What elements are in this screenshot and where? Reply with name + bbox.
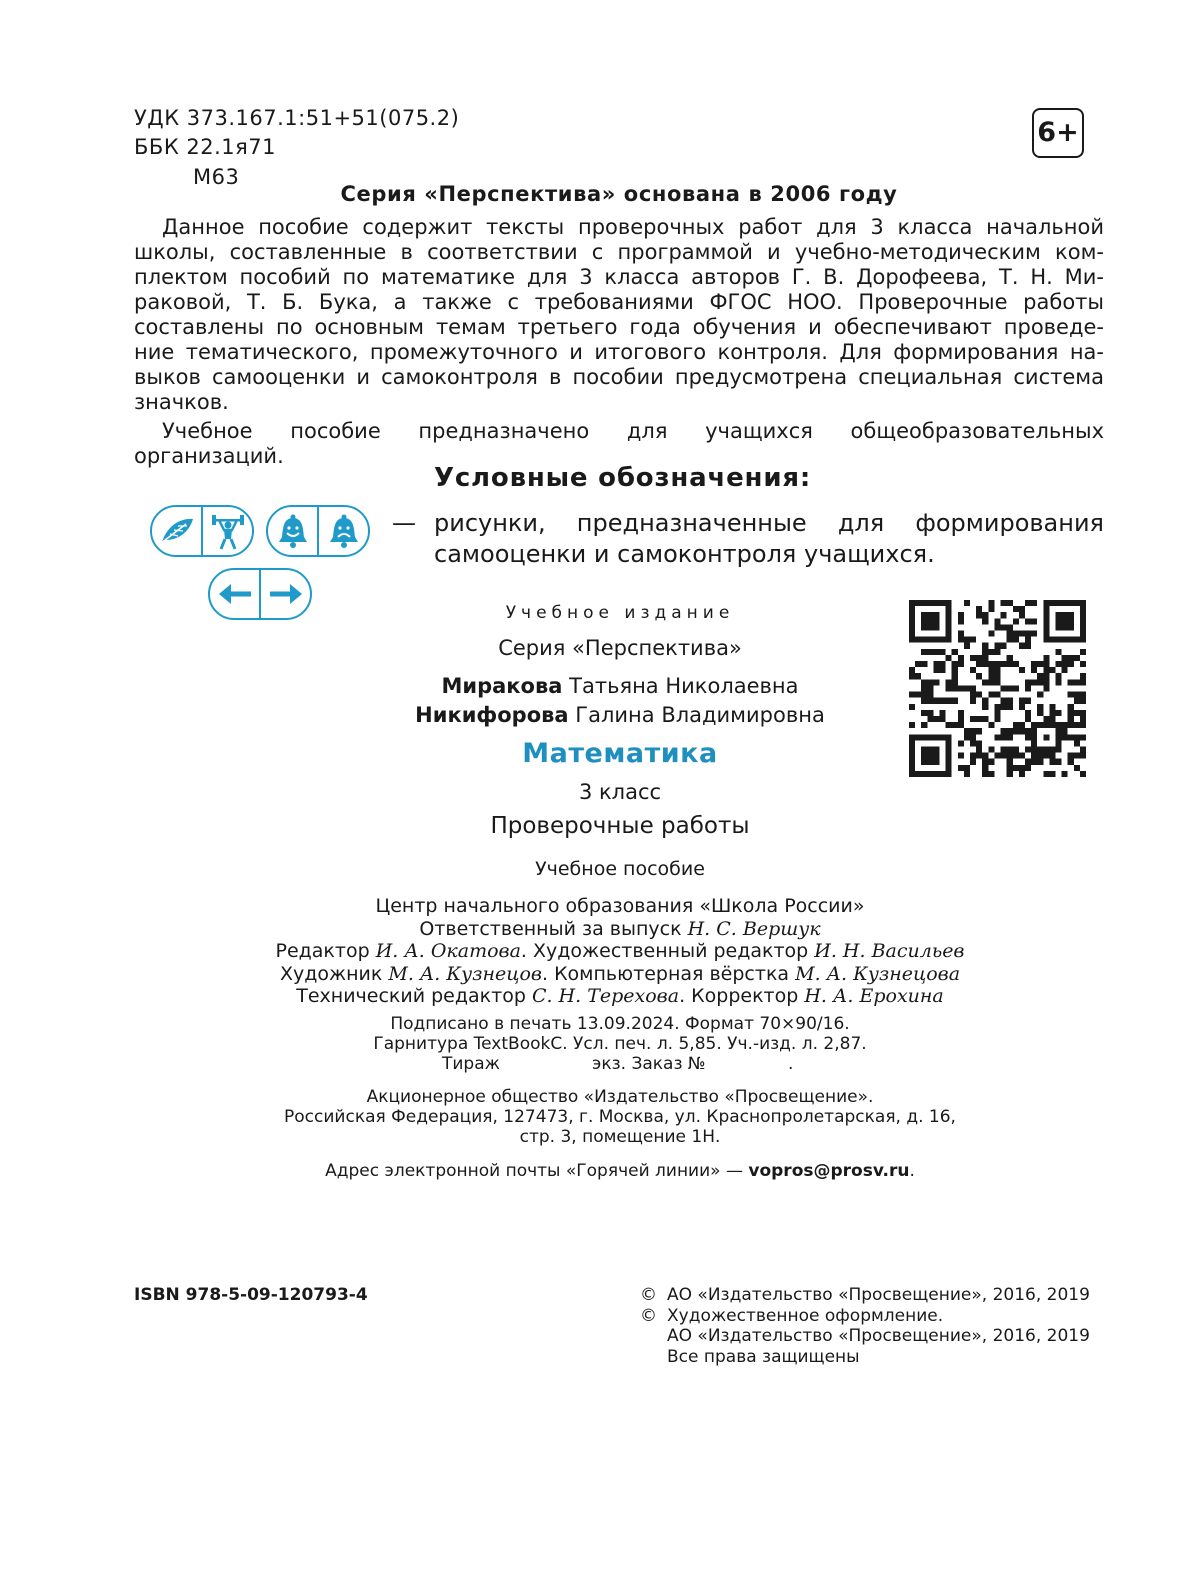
- qr-code: [909, 600, 1086, 777]
- series-name: Серия «Перспектива»: [498, 636, 742, 660]
- author-names: Галина Владимировна: [575, 703, 825, 727]
- credit-person: И. А. Окатова: [375, 940, 521, 962]
- print-info-line: Гарнитура TextBookC. Усл. печ. л. 5,85. Уч.-изд. л. 2,87.: [373, 1034, 867, 1054]
- print-run-line: Тираж экз. Заказ № .: [442, 1054, 794, 1074]
- abstract-line: школы, составленные в соответствии с программой и учебно-методическим ком-: [134, 240, 1104, 264]
- bbk-code: ББК 22.1я71: [134, 135, 277, 159]
- credit-person: Н. С. Вершук: [687, 917, 821, 940]
- isbn: ISBN 978-5-09-120793-4: [134, 1285, 368, 1305]
- legend-dash: —: [392, 509, 416, 537]
- grade: 3 класс: [578, 780, 662, 804]
- author: [320, 671, 920, 701]
- credit-line: Редактор И. А. Окатова. Художественный редактор И. Н. Васильев: [275, 940, 965, 962]
- abstract-line: Данное пособие содержит тексты проверочных работ для 3 класса начальной: [162, 215, 1104, 239]
- arrows-pill: [208, 568, 312, 620]
- credit-person: М. А. Кузнецова: [795, 962, 961, 985]
- age-rating-badge: 6+: [1032, 108, 1084, 158]
- abstract-line: раковой, Т. Б. Бука, а также с требованиями ФГОС НОО. Проверочные работы: [134, 290, 1104, 314]
- feather-weightlifter-pill: [150, 505, 254, 557]
- abstract-line: плектом пособий по математике для 3 класса авторов Г. В. Дорофеева, Т. Н. Ми-: [134, 265, 1104, 289]
- publisher-name: Акционерное общество «Издательство «Просвещение».: [366, 1087, 874, 1107]
- legend-title: Условные обозначения:: [434, 463, 812, 493]
- copyright-line: Все права защищены: [667, 1346, 860, 1367]
- credit-line: Художник М. А. Кузнецов. Компьютерная вёрстка М. А. Кузнецова: [279, 962, 961, 985]
- series-founded-line: Серия «Перспектива» основана в 2006 году: [340, 182, 898, 206]
- bells-pill: [266, 505, 370, 557]
- feather-icon: [152, 507, 201, 555]
- udk-code: УДК 373.167.1:51+51(075.2): [134, 106, 460, 130]
- author-surname: Никифорова: [415, 703, 569, 727]
- credit-person: И. Н. Васильев: [814, 940, 965, 962]
- arrow-left-icon: [210, 570, 259, 618]
- work-type: Проверочные работы: [490, 813, 750, 839]
- legend-line: рисунки, предназначенные для формирования: [434, 509, 1104, 537]
- author-mark: М63: [193, 165, 240, 189]
- sad-bell-icon: [317, 507, 368, 555]
- copyright-line: Художественное оформление.: [667, 1305, 944, 1326]
- abstract-line: ние тематического, промежуточного и итогового контроля. Для формирования на-: [134, 340, 1104, 364]
- credit-person: Н. А. Ерохина: [804, 985, 944, 1007]
- legend-line: самооценки и самоконтроля учащихся.: [434, 540, 935, 568]
- hotline-email: vopros@prosv.ru: [748, 1161, 910, 1181]
- copyright-block: [640, 1285, 1090, 1367]
- copyright-line: АО «Издательство «Просвещение», 2016, 2019: [667, 1285, 1090, 1305]
- hotline-email-line: Адрес электронной почты «Горячей линии» — vopros@prosv.ru.: [325, 1161, 915, 1181]
- credits: [200, 895, 1040, 1008]
- abstract-purpose: Учебное пособие предназначено для учащихся общеобразовательных организаций.: [134, 419, 1104, 468]
- happy-bell-icon: [268, 507, 317, 555]
- print-info: [250, 1014, 990, 1074]
- copyright-symbol: ©: [640, 1305, 657, 1326]
- subject-title: Математика: [522, 738, 718, 769]
- edition-type: Учебное издание: [505, 603, 735, 623]
- publisher-address: стр. 3, помещение 1Н.: [519, 1127, 721, 1147]
- abstract-line: значков.: [134, 390, 229, 414]
- credit-person: М. А. Кузнецов: [388, 962, 542, 985]
- print-info-line: Подписано в печать 13.09.2024. Формат 70×90/16.: [390, 1014, 850, 1034]
- legend-description: [392, 508, 1104, 570]
- abstract-line: составлены по основным темам третьего года обучения и обеспечивают проведе-: [134, 315, 1104, 339]
- abstract-line: выков самооценки и самоконтроля в пособии предусмотрена специальная система: [134, 365, 1104, 389]
- author-surname: Миракова: [441, 674, 563, 698]
- copyright-symbol: ©: [640, 1285, 657, 1305]
- arrow-right-icon: [259, 570, 310, 618]
- publisher-info: [220, 1087, 1020, 1181]
- publishing-center: Центр начального образования «Школа России»: [375, 895, 865, 917]
- copyright-line: АО «Издательство «Просвещение», 2016, 2019: [667, 1326, 1090, 1346]
- publisher-address: Российская Федерация, 127473, г. Москва, ул. Краснопролетарская, д. 16,: [284, 1107, 956, 1127]
- author: [320, 700, 920, 730]
- credit-line: Ответственный за выпуск Н. С. Вершук: [419, 917, 821, 940]
- book-type: Учебное пособие: [535, 858, 705, 880]
- credit-person: С. Н. Терехова: [531, 985, 680, 1007]
- weightlifter-icon: [201, 507, 252, 555]
- credit-line: Технический редактор С. Н. Терехова. Корректор Н. А. Ерохина: [296, 985, 944, 1007]
- abstract: [134, 215, 1104, 469]
- author-names: Татьяна Николаевна: [569, 674, 799, 698]
